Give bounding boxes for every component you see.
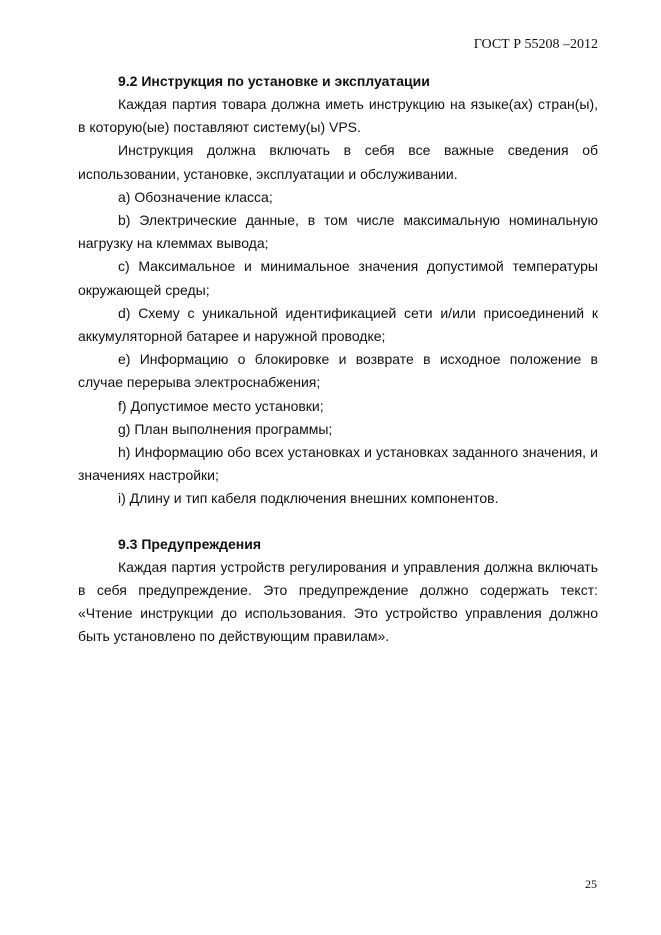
paragraph: Каждая партия устройств регулирования и управления должна включать в себя предупреждение. Это предупреждение должно содержать текст: «Чтение инструкции до использования. Это устройство управления должно быть установлено по действующим правилам».	[78, 558, 598, 645]
list-item: d) Схему с уникальной идентификацией сети и/или присоединений к аккумуляторной батарее и наружной проводке;	[78, 304, 598, 345]
list-item: а) Обозначение класса;	[118, 188, 273, 205]
page-number: 25	[585, 877, 597, 891]
paragraph: Каждая партия товара должна иметь инструкцию на языке(ах) стран(ы), в которую(ые) поставляют систему(ы) VPS.	[78, 96, 598, 136]
list-item: b) Электрические данные, в том числе максимальную номинальную нагрузку на клеммах вывода;	[78, 212, 598, 252]
document-header: ГОСТ Р 55208 –2012	[473, 37, 598, 52]
list-item: h) Информацию обо всех установках и установках заданного значения, и значениях настройки;	[78, 444, 598, 484]
list-item: g) План выполнения программы;	[118, 420, 333, 437]
list-item: i) Длину и тип кабеля подключения внешних компонентов.	[118, 490, 499, 507]
section-heading-9-3: 9.3 Предупреждения	[118, 535, 262, 552]
spacer	[78, 511, 598, 533]
list-item: f) Допустимое место установки;	[118, 397, 324, 414]
list-item: e) Информацию о блокировке и возврате в исходное положение в случае перерыва электроснабжения;	[78, 351, 598, 391]
document-body	[78, 70, 598, 648]
section-heading-9-2: 9.2 Инструкция по установке и эксплуатации	[118, 73, 430, 89]
paragraph: Инструкция должна включать в себя все важные сведения об использовании, установке, эксплуатации и обслуживании.	[78, 142, 598, 182]
list-item: c) Максимальное и минимальное значения допустимой температуры окружающей среды;	[78, 258, 598, 298]
